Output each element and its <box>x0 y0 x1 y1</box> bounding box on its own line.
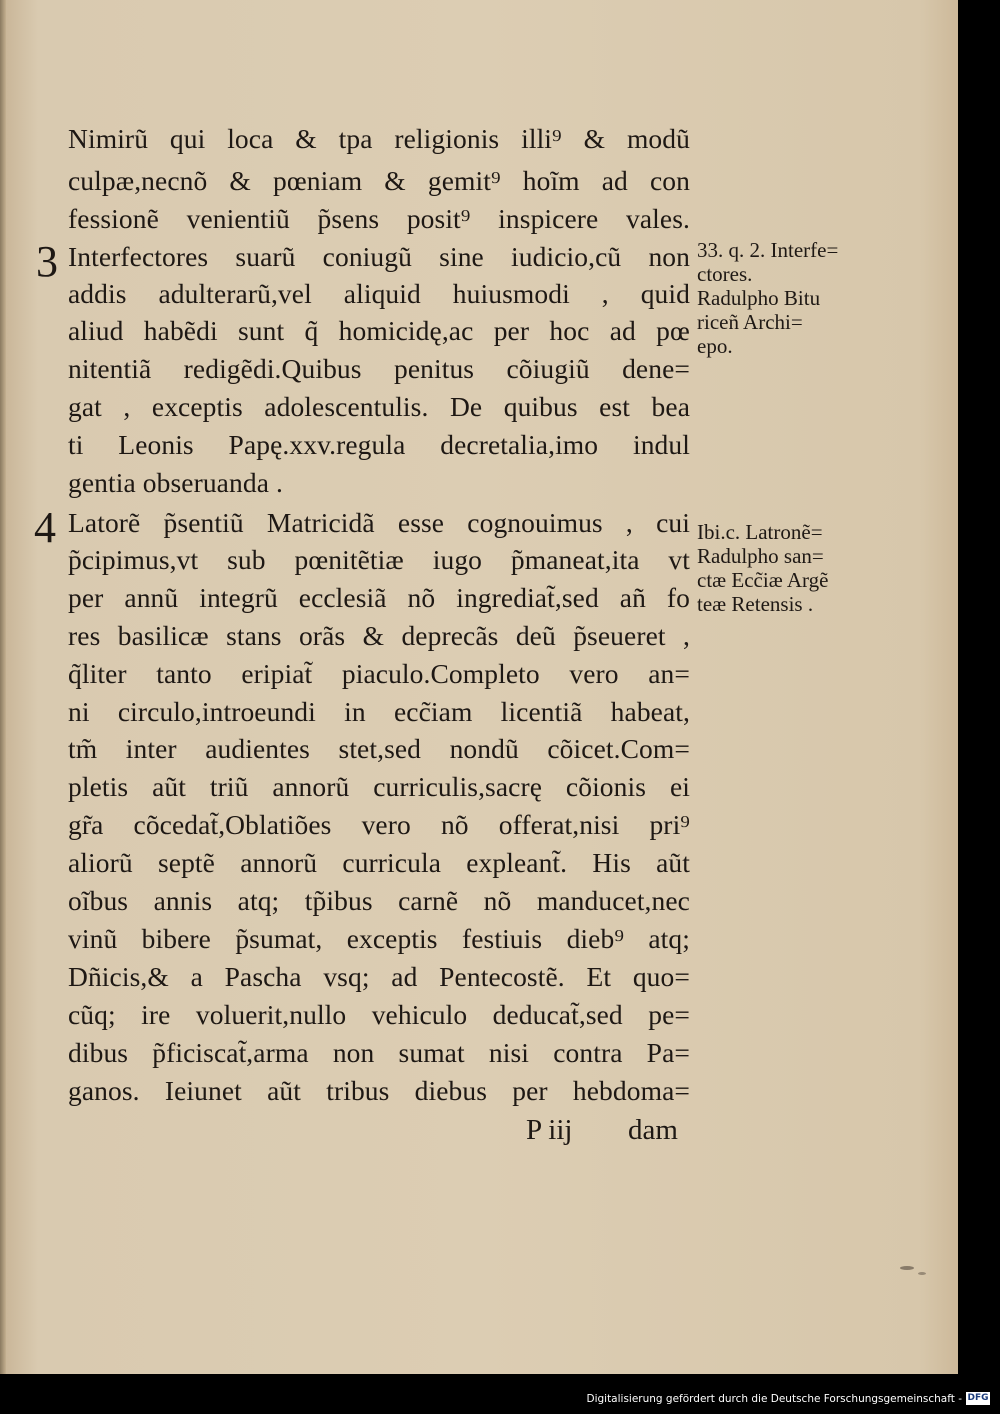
margin-note-line: 33. q. 2. Interfe= <box>697 238 839 262</box>
text-line: q̃liter tanto eripiat̃ piaculo.Completo vero an= <box>68 658 690 689</box>
text-line: nitentiã redigẽdi.Quibus penitus cõiugiũ dene= <box>68 353 690 384</box>
text-line: per annũ integrũ ecclesiã nõ ingrediat̃,sed añ fo <box>68 582 690 613</box>
margin-note-line: Ibi.c. Latronẽ= <box>697 520 823 544</box>
text-line: culpæ,necnõ & pœniam & gemit⁹ hoĩm ad con <box>68 165 690 196</box>
text-line: ganos. Ieiunet aũt tribus diebus per hebdoma= <box>68 1075 690 1106</box>
text-line: vinũ bibere p̃sumat, exceptis festiuis dieb⁹ atq; <box>68 923 690 954</box>
margin-note-line: ctæ Ecc̃iæ Argẽ <box>697 568 829 592</box>
text-line: addis adulterarũ,vel aliquid huiusmodi , quid <box>68 278 690 309</box>
margin-note-line: ctores. <box>697 262 753 286</box>
text-line: cũq; ire voluerit,nullo vehiculo deducat̃,sed pe= <box>68 999 690 1030</box>
text-line: fessionẽ venientiũ p̃sens posit⁹ inspicere vales. <box>68 203 690 234</box>
page-edge <box>0 0 6 1374</box>
text-line: ni circulo,introeundi in ecc̃iam licentiã habeat, <box>68 696 690 727</box>
text-line: tm̃ inter audientes stet,sed nondũ cõicet.Com= <box>68 733 690 764</box>
margin-note <box>697 520 897 616</box>
text-line: gentia obseruanda . <box>68 467 283 498</box>
catchword: dam <box>628 1114 678 1146</box>
text-line: gr̃a cõcedat̃,Oblatiões vero nõ offerat,nisi pri⁹ <box>68 809 690 840</box>
text-line: oĩbus annis atq; tp̃ibus carnẽ nõ manducet,nec <box>68 885 690 916</box>
dfg-logo: DFG <box>967 1393 989 1403</box>
text-line: Interfectores suarũ coniugũ sine iudicio,cũ non <box>68 241 690 272</box>
text-line: dibus p̃ficiscat̃,arma non sumat nisi contra Pa= <box>68 1037 690 1068</box>
paper-stain <box>900 1266 914 1270</box>
paragraph-number: 4 <box>34 503 56 552</box>
signature-mark: P iij <box>526 1114 573 1146</box>
margin-note-line: riceñ Archi= <box>697 310 803 334</box>
text-line: p̃cipimus,vt sub pœnitẽtiæ iugo p̃maneat,ita vt <box>68 544 690 575</box>
text-line: Dñicis,& a Pascha vsq; ad Pentecostẽ. Et quo= <box>68 961 690 992</box>
text-line: pletis aũt triũ annorũ curriculis,sacrę cõionis ei <box>68 771 690 802</box>
margin-note-line: Radulpho Bitu <box>697 286 821 310</box>
margin-note-line: Radulpho san= <box>697 544 824 568</box>
text-line: aliorũ septẽ annorũ curricula expleant̃. His aũt <box>68 847 690 878</box>
paper-stain <box>918 1272 926 1275</box>
text-line: ti Leonis Papę.xxv.regula decretalia,imo indul <box>68 429 690 460</box>
text-line: aliud habẽdi sunt q̃ homicidę,ac per hoc ad pœ <box>68 315 690 346</box>
text-line: gat , exceptis adolescentulis. De quibus est bea <box>68 391 690 422</box>
text-line: Latorẽ p̃sentiũ Matricidã esse cognouimus , cui <box>68 507 690 538</box>
paragraph-number: 3 <box>36 237 58 286</box>
text-line: Nimirũ qui loca & tpa religionis illi⁹ & modũ <box>68 123 690 154</box>
margin-note <box>697 238 897 358</box>
text-line: res basilicæ stans orãs & deprecãs deũ p̃seueret , <box>68 620 690 651</box>
footer-credit: Digitalisierung gefördert durch die Deutsche Forschungsgemeinschaft - <box>586 1393 962 1405</box>
margin-note-line: epo. <box>697 334 733 358</box>
margin-note-line: teæ Retensis . <box>697 592 814 616</box>
